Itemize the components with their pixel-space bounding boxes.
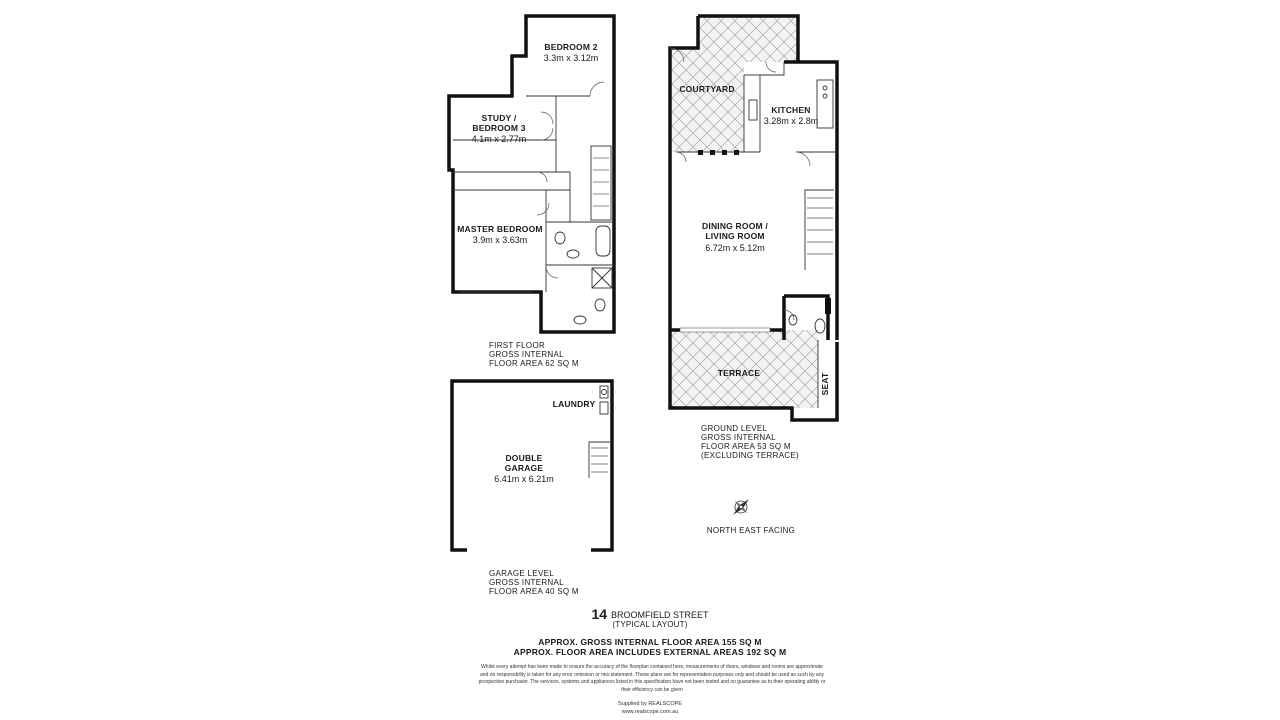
- external-area: APPROX. FLOOR AREA INCLUDES EXTERNAL AREAS 192 SQ M: [513, 647, 787, 657]
- ground-caption-line2: GROSS INTERNAL: [701, 433, 776, 442]
- study-size: 4.1m x 2.77m: [471, 134, 527, 144]
- study-label-line1: STUDY /: [481, 113, 517, 123]
- study-label-line2: BEDROOM 3: [472, 123, 526, 133]
- ground-level-plan: [670, 16, 837, 460]
- courtyard-label: COURTYARD: [679, 84, 735, 94]
- terrace-label: TERRACE: [717, 368, 761, 378]
- living-room-size: 6.72m x 5.12m: [705, 243, 765, 253]
- first-floor-caption-line1: FIRST FLOOR: [489, 341, 546, 350]
- ground-caption-line3: FLOOR AREA 53 SQ M: [701, 442, 791, 451]
- garage-size: 6.41m x 6.21m: [494, 474, 554, 484]
- disclaimer: Whilst every attempt has been made to ensure the accuracy of the floorplan contained here, measurements of doors, windows and rooms are approximate and no responsibility is taken for any error omission or mis-statement. These plans are for representation purposes only and should be used as such by any prospective purchaser. The services, systems and appliances listed in this specification have not been tested and no guarantee as to their operating ability or their efficiency can be given: [478, 664, 826, 693]
- garage-label-line2: GARAGE: [504, 463, 544, 473]
- compass-label: NORTH EAST FACING: [706, 526, 796, 535]
- living-room-label-line1: DINING ROOM /: [702, 221, 768, 231]
- garage-caption-line3: FLOOR AREA 40 SQ M: [489, 587, 579, 596]
- compass-rose-icon: [731, 497, 750, 516]
- living-room-label-line2: LIVING ROOM: [705, 231, 765, 241]
- first-floor-caption-line3: FLOOR AREA 62 SQ M: [489, 359, 579, 368]
- bedroom2-label: BEDROOM 2: [544, 42, 598, 52]
- garage-level-plan: [452, 381, 612, 596]
- garage-caption-line1: GARAGE LEVEL: [489, 569, 554, 578]
- bedroom2-size: 3.3m x 3.12m: [543, 53, 599, 63]
- laundry-label: LAUNDRY: [552, 399, 596, 409]
- gross-internal-area: APPROX. GROSS INTERNAL FLOOR AREA 155 SQ M: [538, 637, 762, 647]
- master-bedroom-label: MASTER BEDROOM: [457, 224, 543, 234]
- first-floor-plan: [449, 16, 614, 368]
- ground-caption-line1: GROUND LEVEL: [701, 424, 768, 433]
- kitchen-size: 3.28m x 2.8m: [763, 116, 819, 126]
- seat-label: SEAT: [820, 372, 830, 396]
- master-bedroom-size: 3.9m x 3.63m: [472, 235, 528, 245]
- supplied-by: Supplied by REALSCOPE: [618, 701, 682, 707]
- website-link[interactable]: www.realscope.com.au: [621, 709, 679, 715]
- garage-caption-line2: GROSS INTERNAL: [489, 578, 564, 587]
- garage-label-line1: DOUBLE: [505, 453, 543, 463]
- typical-layout-note: (TYPICAL LAYOUT): [612, 620, 688, 629]
- street-name: BROOMFIELD STREET: [611, 610, 709, 620]
- street-number: 14: [591, 606, 608, 622]
- kitchen-label: KITCHEN: [771, 105, 811, 115]
- first-floor-caption-line2: GROSS INTERNAL: [489, 350, 564, 359]
- ground-caption-line4: (EXCLUDING TERRACE): [701, 451, 800, 460]
